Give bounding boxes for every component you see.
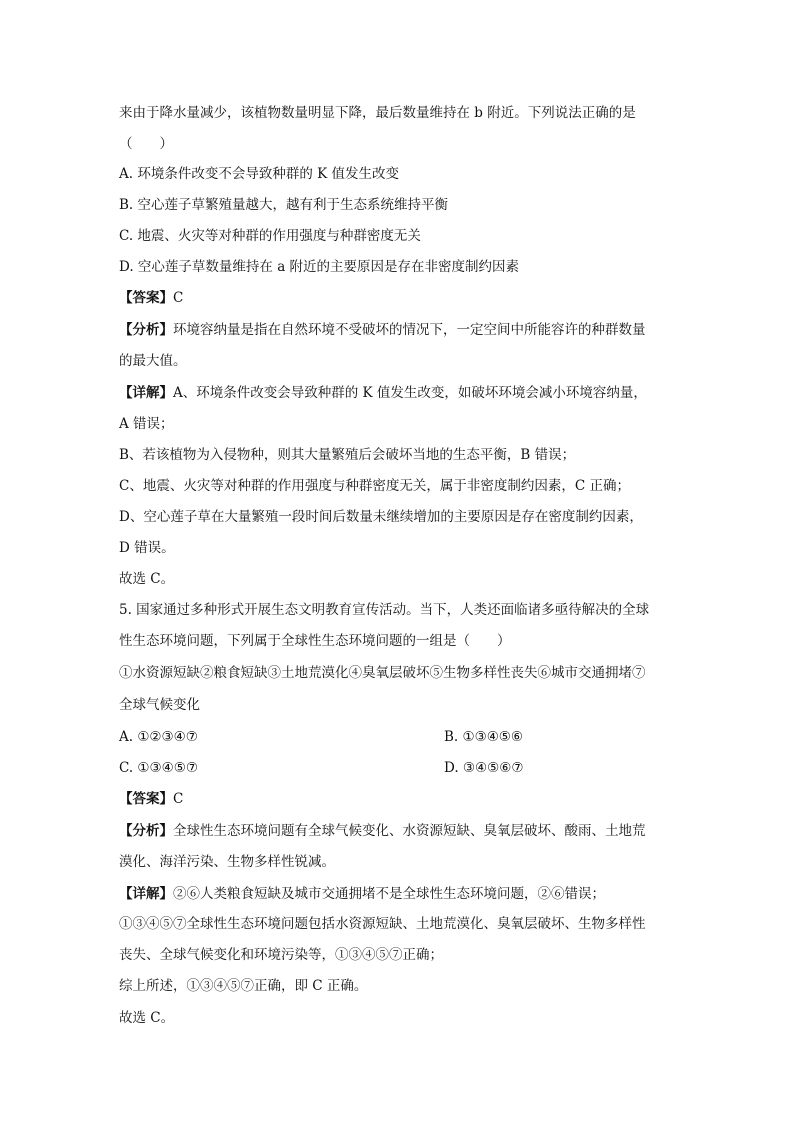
- q5-detail-line-3: 丧失、全球气候变化和环境污染等，①③④⑤⑦正确；: [119, 947, 443, 963]
- q5-option-c: C. ①③④⑤⑦: [119, 760, 198, 776]
- q4-detail-line-3: B、若该植物为入侵物种，则其大量繁殖后会破坏当地的生态平衡，B 错误；: [119, 447, 576, 463]
- q4-answer-tag: 【答案】: [119, 290, 173, 306]
- q5-stem-line-1: 5. 国家通过多种形式开展生态文明教育宣传活动。当下，人类还面临诸多亟待解决的全球: [119, 602, 650, 618]
- q5-stem-line-2: 性生态环境问题，下列属于全球性生态环境问题的一组是（ ）: [119, 633, 511, 649]
- q5-analysis-line-2: 漠化、海洋污染、生物多样性锐减。: [119, 854, 335, 870]
- q5-detail-tag: 【详解】: [119, 886, 173, 902]
- q5-detail-text: ②⑥人类粮食短缺及城市交通拥堵不是全球性生态环境问题，②⑥错误；: [173, 886, 605, 902]
- q4-conclusion: 故选 C。: [119, 571, 175, 587]
- q4-detail-line-2: A 错误；: [119, 416, 174, 432]
- q4-analysis-line-1: [119, 320, 646, 340]
- q5-analysis-line-1: [119, 821, 646, 841]
- q5-option-a: A. ①②③④⑦: [119, 729, 198, 745]
- q4-option-d: D. 空心莲子草数量维持在 a 附近的主要原因是存在非密度制约因素: [119, 259, 520, 275]
- q5-analysis-tag: 【分析】: [119, 823, 173, 839]
- q5-conclusion: 故选 C。: [119, 1010, 175, 1026]
- q5-answer-tag: 【答案】: [119, 791, 173, 807]
- q4-option-c: C. 地震、火灾等对种群的作用强度与种群密度无关: [119, 228, 421, 244]
- q4-answer-value: C: [173, 290, 184, 306]
- q5-summary: 综上所述，①③④⑤⑦正确，即 C 正确。: [119, 978, 368, 994]
- q4-option-b: B. 空心莲子草繁殖量越大，越有利于生态系统维持平衡: [119, 197, 449, 213]
- q4-answer: [119, 288, 183, 308]
- q4-analysis-line-2: 的最大值。: [119, 353, 187, 369]
- q4-detail-tag: 【详解】: [119, 385, 173, 401]
- q5-items-line-2: 全球气候变化: [119, 697, 200, 713]
- q5-answer-value: C: [173, 791, 184, 807]
- q4-detail-text: A、环境条件改变会导致种群的 K 值发生改变，如破坏环境会减小环境容纳量，: [173, 385, 647, 401]
- q4-option-a: A. 环境条件改变不会导致种群的 K 值发生改变: [119, 166, 399, 182]
- q4-detail-line-5: D、空心莲子草在大量繁殖一段时间后数量未继续增加的主要原因是存在密度制约因素，: [119, 509, 643, 525]
- q5-items-line-1: ①水资源短缺②粮食短缺③土地荒漠化④臭氧层破坏⑤生物多样性丧失⑥城市交通拥堵⑦: [119, 665, 646, 681]
- q5-analysis-text: 全球性生态环境问题有全球气候变化、水资源短缺、臭氧层破坏、酸雨、土地荒: [173, 823, 646, 839]
- q5-option-b: B. ①③④⑤⑥: [444, 729, 524, 745]
- q4-stem-line-1: 来由于降水量减少，该植物数量明显下降，最后数量维持在 b 附近。下列说法正确的是: [119, 105, 636, 121]
- q4-stem-line-2: （ ）: [119, 136, 173, 152]
- q4-detail-line-4: C、地震、火灾等对种群的作用强度与种群密度无关，属于非密度制约因素，C 正确；: [119, 478, 630, 494]
- q5-detail-line-2: ①③④⑤⑦全球性生态环境问题包括水资源短缺、土地荒漠化、臭氧层破坏、生物多样性: [119, 916, 646, 932]
- q4-analysis-text: 环境容纳量是指在自然环境不受破坏的情况下，一定空间中所能容许的种群数量: [173, 322, 646, 338]
- q5-answer: [119, 789, 183, 809]
- q5-detail-line-1: [119, 884, 605, 904]
- q5-option-d: D. ③④⑤⑥⑦: [444, 760, 524, 776]
- q4-detail-line-1: [119, 383, 647, 403]
- q4-detail-line-6: D 错误。: [119, 540, 175, 556]
- q4-analysis-tag: 【分析】: [119, 322, 173, 338]
